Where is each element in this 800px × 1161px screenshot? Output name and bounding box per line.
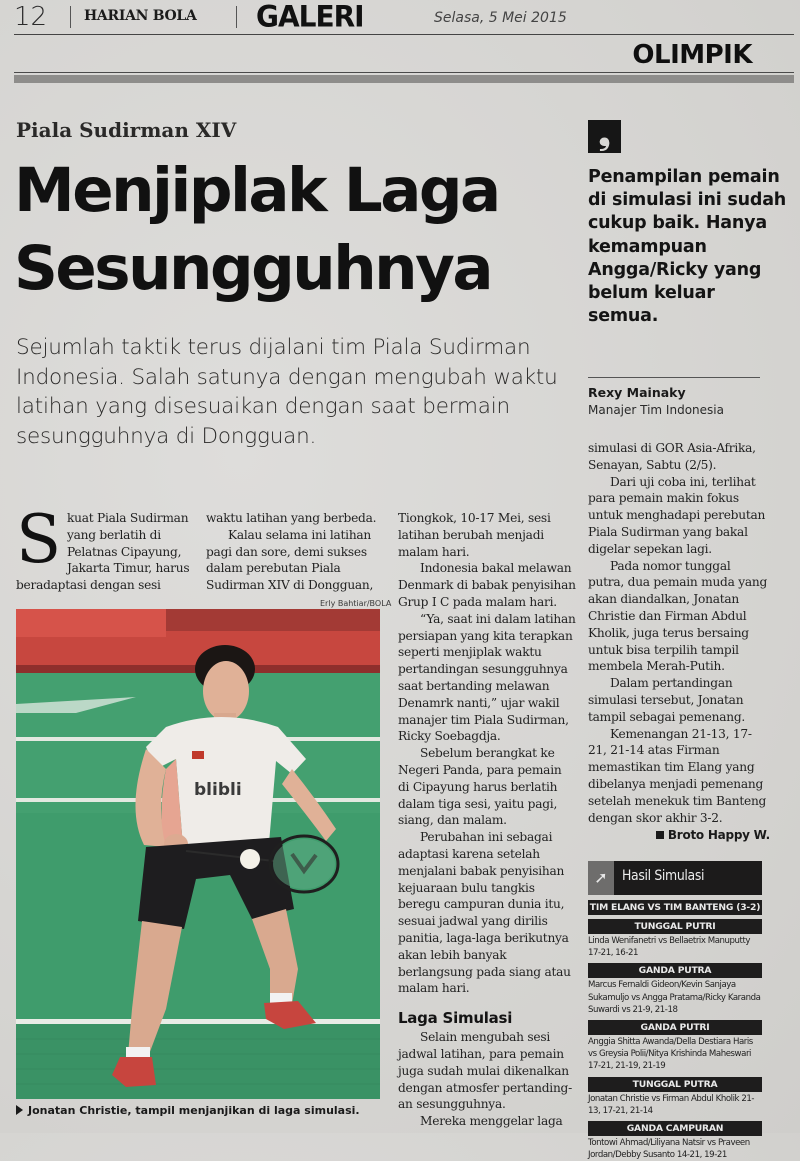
category-header: TUNGGAL PUTRA bbox=[588, 1077, 762, 1092]
quote-mark-icon: ❟ bbox=[588, 120, 621, 153]
match-result: Marcus Fernaldi Gideon/Kevin Sanjaya Sukamuljo vs Angga Pratama/Ricky Karanda Suwardi vs 21-9, 21-18 bbox=[588, 980, 761, 1015]
kicker: Piala Sudirman XIV bbox=[16, 118, 237, 142]
results-box bbox=[588, 861, 762, 1161]
byline-square-icon bbox=[656, 831, 664, 839]
player-photo bbox=[16, 609, 380, 1099]
byline bbox=[588, 827, 770, 844]
paragraph: Pada nomor tunggal putra, dua pemain muda yang akan diandalkan, Jonatan Christie dan Firman Abdul Kholik, juga terus bersaing untuk bisa terpilih tampil membela Merah-Putih. bbox=[588, 558, 768, 674]
paragraph: Tiongkok, 10-17 Mei, sesi latihan berubah menjadi malam hari. bbox=[398, 511, 551, 559]
lead-paragraph: Sejumlah taktik terus dijalani tim Piala Sudirman Indonesia. Salah satunya dengan mengubah waktu latihan yang disesuaikan dengan saat bermain sesungguhnya di Dongguan. bbox=[16, 335, 558, 449]
shirt-logo: blibli bbox=[194, 780, 242, 800]
rule-thick bbox=[14, 75, 794, 83]
quote-divider bbox=[588, 377, 760, 378]
handwritten-date: Selasa, 5 Mei 2015 bbox=[434, 10, 567, 26]
photo-credit: Erly Bahtiar/BOLA bbox=[320, 599, 392, 608]
match-result: Jonatan Christie vs Firman Abdul Kholik 21-13, 17-21, 21-14 bbox=[588, 1093, 755, 1116]
headline-line-1: Menjiplak Laga bbox=[14, 155, 499, 226]
body-column-2 bbox=[206, 510, 382, 594]
masthead bbox=[0, 0, 800, 36]
top-rule bbox=[14, 34, 794, 35]
photo-caption bbox=[16, 1104, 360, 1117]
paragraph: Mereka menggelar laga bbox=[420, 1114, 563, 1129]
caption-triangle-icon bbox=[16, 1105, 23, 1115]
paragraph: Indonesia bakal melawan Denmark di babak penyisihan Grup I C pada malam hari. bbox=[398, 561, 576, 609]
paragraph: Selain mengubah sesi jadwal latihan, para pemain juga sudah mulai dikenalkan dengan atmosfer pertanding-an sesungguhnya. bbox=[398, 1030, 572, 1112]
match-result: Tontowi Ahmad/Liliyana Natsir vs Praveen Jordan/Debby Susanto 14-21, 19-21 bbox=[588, 1138, 750, 1161]
paragraph: simulasi di GOR Asia-Afrika, Senayan, Sabtu (2/5). bbox=[588, 441, 756, 472]
rule-thin bbox=[14, 72, 794, 73]
body-column-3 bbox=[398, 510, 576, 1130]
section-name: GALERI bbox=[256, 0, 364, 34]
divider bbox=[70, 6, 71, 28]
category-header: GANDA CAMPURAN bbox=[588, 1121, 762, 1136]
quote-speaker: Rexy Mainaky bbox=[588, 385, 686, 400]
paragraph: Kalau selama ini latihan pagi dan sore, demi sukses dalam perebutan Piala Sudirman XIV di Dongguan, bbox=[206, 527, 374, 593]
paragraph: Kemenangan 21-13, 17-21, 21-14 atas Firman memastikan tim Elang yang dibelanya menjadi pemenang setelah menekuk tim Banteng dengan skor akhir 3-2. bbox=[588, 726, 767, 825]
paragraph: Perubahan ini sebagai adaptasi karena setelah menjalani babak penyisihan kejuaraan bulu tangkis beregu campuran dunia itu, sesuai jadwal yang dirilis panitia, laga-laga berikutnya akan lebih banyak berlangsung pada siang atau malam hari. bbox=[398, 830, 571, 996]
paragraph: “Ya, saat ini dalam latihan persiapan yang kita terapkan seperti menjiplak waktu pertandingan sesungguhnya saat bertanding melawan Denamrk nanti,” ujar wakil manajer tim Piala Sudirman, Ricky Soebagdja. bbox=[398, 611, 576, 744]
category-header: GANDA PUTRA bbox=[588, 963, 762, 978]
headline-line-2: Sesungguhnya bbox=[14, 233, 492, 304]
results-team-header: TIM ELANG VS TIM BANTENG (3-2) bbox=[589, 902, 761, 913]
paragraph: Dari uji coba ini, terlihat para pemain makin fokus untuk menghadapi perebutan Piala Sudirman yang bakal digelar sepekan lagi. bbox=[588, 474, 766, 556]
results-title: Hasil Simulasi bbox=[622, 868, 705, 884]
paragraph: Sebelum berangkat ke Negeri Panda, para pemain di Cipayung harus berlatih dalam tiga sesi, yaitu pagi, siang, dan malam. bbox=[398, 746, 562, 828]
body-column-1 bbox=[16, 501, 196, 594]
byline-name: Broto Happy W. bbox=[667, 828, 770, 843]
drop-cap: S bbox=[16, 501, 61, 578]
match-result: Anggia Shitta Awanda/Della Destiara Haris vs Greysia Polii/Nitya Krishinda Maheswari 17-21, 21-19, 21-19 bbox=[588, 1037, 753, 1072]
quote-role: Manajer Tim Indonesia bbox=[588, 403, 724, 417]
arrow-up-right-icon: ➚ bbox=[588, 861, 614, 895]
paragraph: kuat Piala Sudirman yang berlatih di Pelatnas Cipayung, Jakarta Timur, harus beradaptasi dengan sesi bbox=[16, 511, 190, 593]
results-header bbox=[588, 861, 762, 895]
match-result: Linda Wenifanetri vs Bellaetrix Manuputty 17-21, 16-21 bbox=[588, 936, 751, 959]
badminton-player-illustration bbox=[16, 609, 380, 1099]
body-column-4 bbox=[588, 440, 770, 844]
newspaper-name: HARIAN BOLA bbox=[84, 8, 197, 24]
paragraph: waktu latihan yang berbeda. bbox=[206, 511, 377, 525]
divider bbox=[236, 6, 237, 28]
page-number: 12 bbox=[14, 2, 48, 32]
category-header: GANDA PUTRI bbox=[588, 1020, 762, 1035]
pull-quote-text: Penampilan pemain di simulasi ini sudah cukup baik. Hanya kemampuan Angga/Ricky yang belum keluar semua. bbox=[588, 167, 787, 327]
caption-text: Jonatan Christie, tampil menjanjikan di laga simulasi. bbox=[28, 1104, 360, 1117]
rubric-title: OLIMPIK bbox=[632, 40, 752, 70]
paragraph: Dalam pertandingan simulasi tersebut, Jonatan tampil sebagai pemenang. bbox=[588, 676, 745, 724]
subheading: Laga Simulasi bbox=[398, 1009, 513, 1028]
category-header: TUNGGAL PUTRI bbox=[588, 919, 762, 934]
headline bbox=[14, 152, 584, 308]
